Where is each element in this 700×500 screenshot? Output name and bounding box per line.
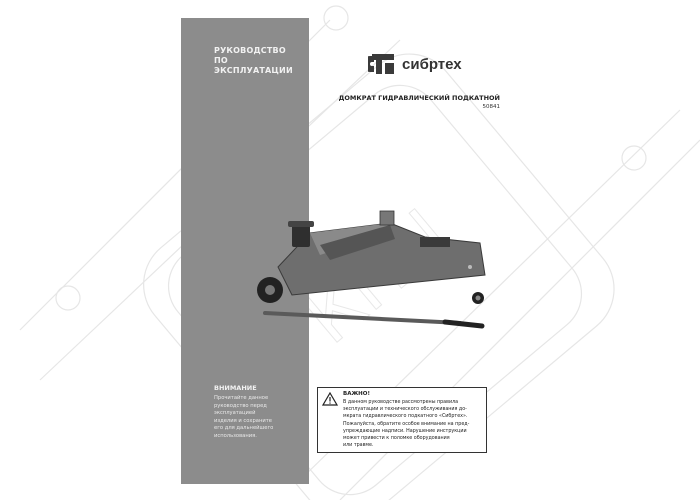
- sidebar-warning-title: ВНИМАНИЕ: [214, 384, 257, 392]
- manual-title-line2: ПО ЭКСПЛУАТАЦИИ: [214, 56, 293, 75]
- sidebar-warning-line: Прочитайте данное: [214, 395, 269, 401]
- notice-line: эксплуатации и технического обслуживания до-: [343, 407, 467, 413]
- sidebar-warning-line: его для дальнейшего: [214, 425, 274, 431]
- sidebar-warning-line: руководство перед: [214, 402, 267, 409]
- hydraulic-floor-jack-image: [250, 205, 495, 330]
- notice-line: упреждающие надписи. Нарушение инструкции: [343, 428, 467, 434]
- warning-triangle-icon: [322, 392, 338, 406]
- notice-line: В данном руководстве рассмотрены правила: [343, 400, 459, 405]
- sidebar-warning-line: изделия и сохраните: [214, 417, 272, 424]
- notice-line: Пожалуйста, обратите особое внимание на пред-: [343, 421, 470, 427]
- product-code: 50841: [482, 104, 500, 110]
- notice-title: ВАЖНО!: [343, 391, 370, 397]
- notice-line: или травме.: [343, 443, 374, 449]
- notice-text: [343, 399, 483, 449]
- sidebar-warning-text: [214, 395, 304, 440]
- notice-line: мкрата гидравлического подкатного «Сибртех».: [343, 414, 468, 420]
- manual-title-line1: РУКОВОДСТВО: [214, 46, 286, 55]
- sidebar-warning-line: эксплуатацией: [214, 410, 256, 416]
- notice-line: может привести к поломке оборудования: [343, 436, 450, 442]
- sidebar-warning-line: использования.: [214, 432, 257, 439]
- sibrtech-logo-icon: [368, 52, 398, 76]
- manual-title: [214, 46, 306, 76]
- product-title: ДОМКРАТ ГИДРАВЛИЧЕСКИЙ ПОДКАТНОЙ: [338, 94, 500, 102]
- brand-name: сибртех: [402, 55, 462, 73]
- important-notice: [317, 387, 487, 453]
- brand-logo: [368, 52, 462, 76]
